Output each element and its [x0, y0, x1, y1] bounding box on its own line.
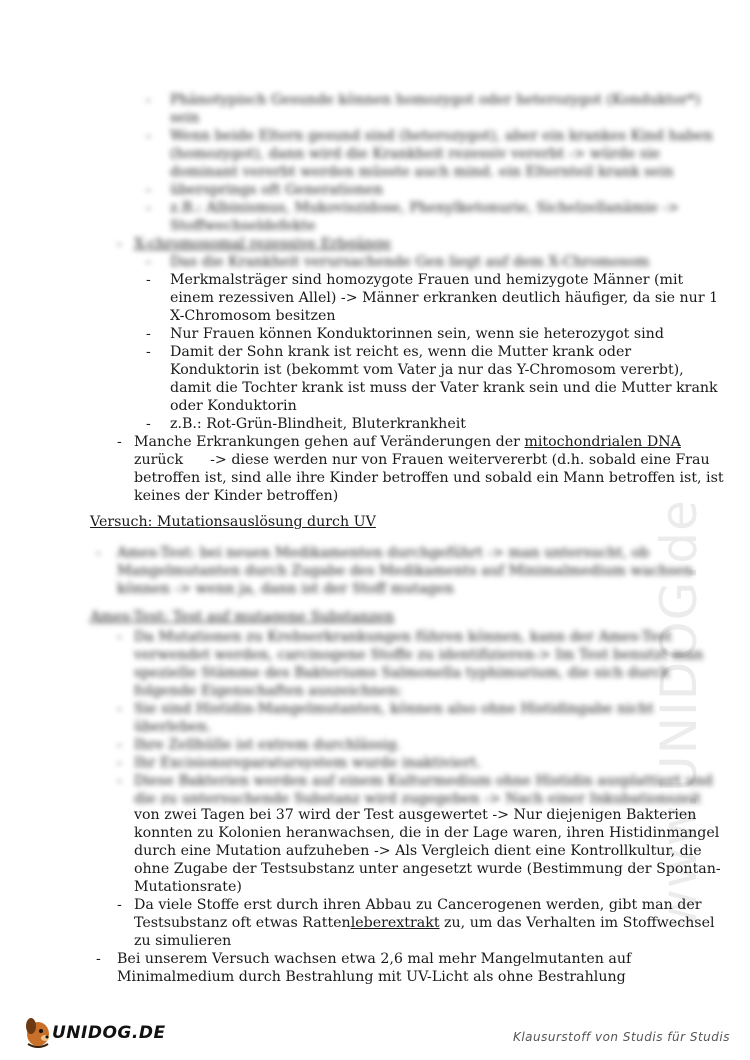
- bullet: -: [117, 236, 122, 252]
- underlined-term: leberextrakt: [350, 915, 440, 931]
- bullet: -: [117, 629, 122, 645]
- text-line: keines der Kinder betroffen): [134, 488, 339, 504]
- text-line: Nur Frauen können Konduktorinnen sein, wenn sie heterozygot sind: [170, 326, 664, 342]
- blurred-line: Ames-Test: bei neuen Medikamenten durchgeführt -> man untersucht, ob: [117, 545, 650, 561]
- blurred-line: spezielle Stämme des Bakteriums Salmonella typhimurium, die sich durch: [134, 665, 670, 681]
- watermark: www.UNIDOG.de: [650, 499, 708, 930]
- text-line: zurück -> diese werden nur von Frauen weitervererbt (d.h. sobald eine Frau: [134, 452, 710, 468]
- text-fragment: zu, um das Verhalten im Stoffwechsel: [439, 915, 715, 931]
- text-line: einem rezessiven Allel) -> Männer erkranken deutlich häufiger, da sie nur 1: [170, 290, 719, 306]
- text-fragment: Testsubstanz oft etwas Ratten: [134, 915, 351, 931]
- bullet: -: [117, 755, 122, 771]
- blurred-line: Ihre Zellhülle ist extrem durchlässig.: [134, 737, 402, 753]
- blurred-line: verwendet werden, carcinogene Stoffe zu identifizieren-> Im Test benutzt man: [134, 647, 704, 663]
- text-line: [134, 914, 715, 932]
- text-line: Da viele Stoffe erst durch ihren Abbau zu Cancerogenen werden, gibt man der: [134, 897, 702, 913]
- blurred-line: (homozygot), dann wird die Krankheit rezessiv vererbt -> würde sie: [170, 146, 661, 162]
- text-line: zu simulieren: [134, 933, 232, 949]
- bullet: -: [146, 326, 151, 342]
- bullet: -: [146, 128, 151, 144]
- bullet: -: [96, 951, 101, 967]
- blurred-line: dominant vererbt werden müsste auch mind. ein Elternteil krank sein: [170, 164, 674, 180]
- bullet: -: [117, 701, 122, 717]
- text-line: Damit der Sohn krank ist reicht es, wenn die Mutter krank oder: [170, 344, 632, 360]
- bullet: -: [146, 416, 151, 432]
- section-heading: Versuch: Mutationsauslösung durch UV: [90, 514, 376, 530]
- text-line: Konduktorin ist (bekommt vom Vater ja nur das Y-Chromosom vererbt),: [170, 362, 684, 378]
- text-line: oder Konduktorin: [170, 398, 297, 414]
- text-line: ohne Zugabe der Testsubstanz unter angesetzt wurde (Bestimmung der Spontan-: [134, 861, 721, 877]
- text-line: Minimalmedium durch Bestrahlung mit UV-Licht als ohne Bestrahlung: [117, 969, 626, 985]
- text-line: [134, 433, 681, 451]
- text-line: konnten zu Kolonien heranwachsen, die in der Lage waren, ihren Histidinmangel: [134, 825, 720, 841]
- bullet: -: [146, 254, 151, 270]
- text-line: Mutationsrate): [134, 879, 242, 895]
- blurred-line: können -> wenn ja, dann ist der Stoff mutagen: [117, 581, 454, 597]
- blurred-line: sein: [170, 110, 200, 126]
- blurred-line: Stoffwechseldefekte: [170, 218, 316, 234]
- bullet: -: [117, 897, 122, 913]
- text-line: Bei unserem Versuch wachsen etwa 2,6 mal mehr Mangelmutanten auf: [117, 951, 632, 967]
- blurred-line: z.B.: Albinismus, Mukoviszidose, Phenylketonurie, Sichelzellanämie ->: [170, 200, 680, 216]
- bullet: -: [146, 344, 151, 360]
- bullet: -: [146, 92, 151, 108]
- blurred-line: Das die Krankheit verursachende Gen liegt auf dem X-Chromosom: [170, 254, 650, 270]
- blurred-line: Ihr Excisionsreparatursystem wurde inaktiviert.: [134, 755, 481, 771]
- text-line: damit die Tochter krank ist muss der Vater krank sein und die Mutter krank: [170, 380, 718, 396]
- text-line: Merkmalsträger sind homozygote Frauen und hemizygote Männer (mit: [170, 272, 684, 288]
- blurred-line: übersprings oft Generationen: [170, 182, 384, 198]
- bullet: -: [146, 182, 151, 198]
- bullet: -: [146, 272, 151, 288]
- blurred-subheading: X-chromosomal rezessive Erbgänge: [134, 236, 392, 252]
- bullet: -: [117, 773, 122, 789]
- text-line: durch eine Mutation aufzuheben -> Als Vergleich dient eine Kontrollkultur, die: [134, 843, 702, 859]
- text-line: X-Chromosom besitzen: [170, 308, 336, 324]
- blurred-line: Mangelmutanten durch Zugabe des Medikaments auf Minimalmedium wachsen: [117, 563, 693, 579]
- blurred-line: Phänotypisch Gesunde können homozygot oder heterozygot (Konduktor*): [170, 92, 701, 108]
- bullet: -: [146, 200, 151, 216]
- blurred-subheading: Ames-Test: Test auf mutagene Substanzen: [90, 609, 395, 625]
- blurred-line: Sie sind Histidin-Mangelmutanten, können also ohne Histidingabe nicht: [134, 701, 654, 717]
- blurred-line: die zu untersuchende Substanz wird zugegeben -> Nach einer Inkubationszeit: [134, 791, 701, 807]
- footer-tagline: Klausurstoff von Studis für Studis: [512, 1030, 730, 1044]
- blurred-line: überleben.: [134, 719, 212, 735]
- blurred-line: Wenn beide Eltern gesund sind (heterozygot), aber ein krankes Kind haben: [170, 128, 713, 144]
- blurred-line: Diese Bakterien werden auf einem Kulturmedium ohne Histidin ausplattiert und: [134, 773, 713, 789]
- text-line: z.B.: Rot-Grün-Blindheit, Bluterkrankheit: [170, 416, 466, 432]
- text-line: betroffen ist, sind alle ihre Kinder betroffen und sobald ein Mann betroffen ist, ist: [134, 470, 724, 486]
- bullet: -: [117, 737, 122, 753]
- underlined-term: mitochondrialen DNA: [524, 434, 681, 450]
- bullet: -: [117, 434, 122, 450]
- text-fragment: Manche Erkrankungen gehen auf Veränderungen der: [134, 434, 525, 450]
- text-line: von zwei Tagen bei 37 wird der Test ausgewertet -> Nur diejenigen Bakterien: [134, 807, 697, 823]
- bullet: -: [96, 545, 101, 561]
- blurred-line: Da Mutationen zu Krebserkrankungen führen können, kann der Ames-Test: [134, 629, 672, 645]
- logo-text: UNIDOG.DE: [52, 1023, 166, 1043]
- blurred-line: folgende Eigenschaften auszeichnen:: [134, 683, 403, 699]
